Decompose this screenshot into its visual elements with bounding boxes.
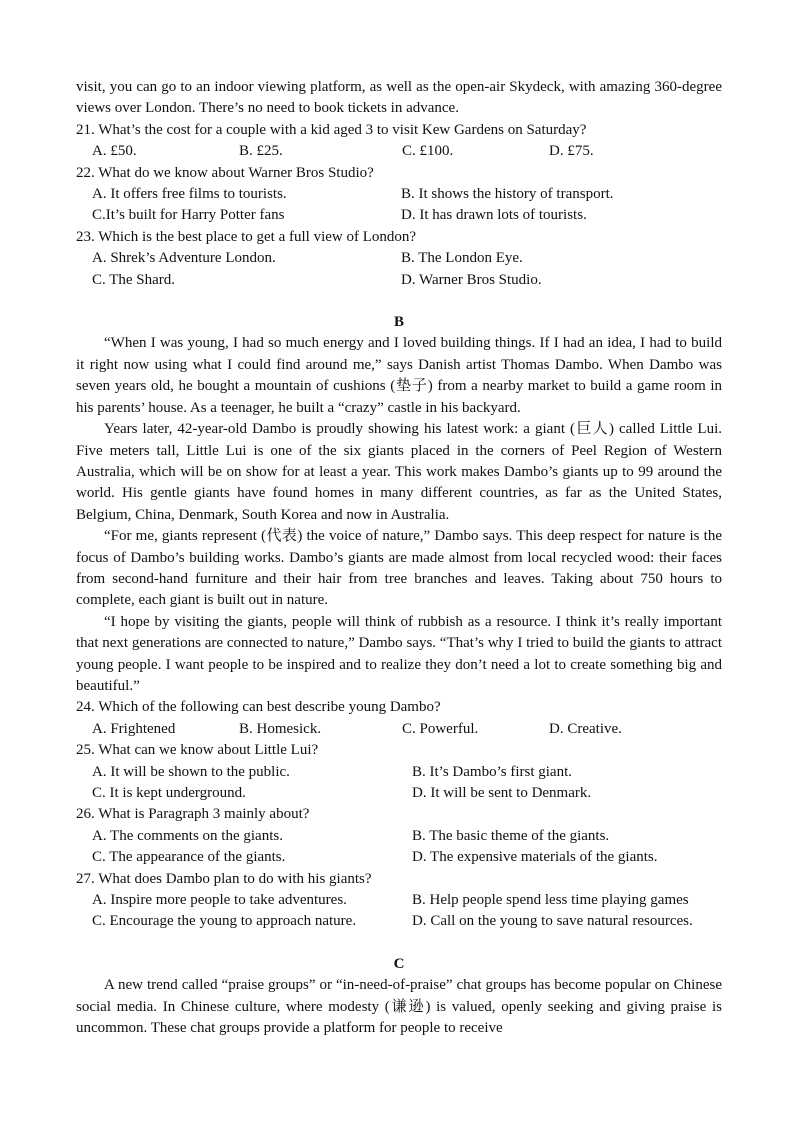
option-21-c: C. £100.	[402, 143, 454, 160]
section-c-title: C	[393, 955, 405, 972]
section-b-paragraph-2: Years later, 42-year-old Dambo is proudly showing his latest work: a giant (巨人) called Little Lui. Five meters tall, Little Lui is one of the six giants placed in the corners of Peel Region of Western Australia, which will be on show for at least a year. This work makes Dambo’s giants up to 99 around the world. His gentle giants have found homes in many different countries, as far as the United States, Belgium, China, Denmark, South Korea and now in Australia.	[76, 421, 722, 523]
option-23-c: C. The Shard.	[92, 271, 176, 288]
option-24-d: D. Creative.	[549, 720, 622, 737]
question-26-options	[76, 826, 722, 869]
question-24-options	[76, 719, 722, 740]
question-23-stem: 23. Which is the best place to get a full view of London?	[76, 228, 417, 245]
option-25-b: B. It’s Dambo’s first giant.	[412, 763, 572, 780]
exam-page	[76, 77, 722, 1039]
question-22-stem: 22. What do we know about Warner Bros Studio?	[76, 164, 374, 181]
question-27-options	[76, 890, 722, 933]
option-21-b: B. £25.	[239, 143, 283, 160]
option-25-d: D. It will be sent to Denmark.	[412, 785, 592, 801]
option-26-a: A. The comments on the giants.	[92, 827, 283, 844]
question-26-stem: 26. What is Paragraph 3 mainly about?	[76, 806, 310, 823]
option-23-d: D. Warner Bros Studio.	[401, 271, 542, 288]
option-21-d: D. £75.	[549, 143, 594, 160]
option-27-b: B. Help people spend less time playing games	[412, 892, 689, 909]
question-21-options	[76, 141, 722, 162]
section-b-title: B	[393, 314, 404, 331]
question-21-stem: 21. What’s the cost for a couple with a kid aged 3 to visit Kew Gardens on Saturday?	[76, 121, 587, 138]
option-26-b: B. The basic theme of the giants.	[412, 827, 610, 844]
intro-tail-paragraph: visit, you can go to an indoor viewing platform, as well as the open-air Skydeck, with amazing 360-degree views over London. There’s no need to book tickets in advance.	[76, 79, 722, 117]
question-25-options	[76, 762, 722, 805]
option-22-d: D. It has drawn lots of tourists.	[401, 207, 587, 224]
section-c-paragraph-1: A new trend called “praise groups” or “in-need-of-praise” chat groups has become popular on Chinese social media. In Chinese culture, where modesty (谦逊) is valued, openly seeking and giving praise is uncommon. These chat groups provide a platform for people to receive	[76, 977, 722, 1037]
option-24-b: B. Homesick.	[239, 720, 322, 737]
option-24-c: C. Powerful.	[402, 720, 479, 737]
option-22-a: A. It offers free films to tourists.	[92, 186, 287, 203]
question-27-stem: 27. What does Dambo plan to do with his giants?	[76, 870, 372, 887]
option-25-a: A. It will be shown to the public.	[92, 763, 290, 780]
option-23-a: A. Shrek’s Adventure London.	[92, 250, 276, 267]
question-24-stem: 24. Which of the following can best describe young Dambo?	[76, 699, 441, 716]
section-b-paragraph-3: “For me, giants represent (代表) the voice of nature,” Dambo says. This deep respect for nature is the focus of Dambo’s building works. Dambo’s giants are made almost from local recycled wood: their faces from second-hand furniture and their hair from tree branches and leaves. Taking about 750 hours to complete, each giant is built out in nature.	[76, 528, 722, 609]
option-27-c: C. Encourage the young to approach nature.	[92, 913, 357, 930]
option-24-a: A. Frightened	[92, 720, 176, 737]
question-25-stem: 25. What can we know about Little Lui?	[76, 742, 319, 759]
option-27-d: D. Call on the young to save natural resources.	[412, 913, 693, 930]
option-23-b: B. The London Eye.	[401, 250, 523, 267]
option-26-c: C. The appearance of the giants.	[92, 849, 286, 866]
option-25-c: C. It is kept underground.	[92, 785, 246, 801]
section-b-paragraph-1: “When I was young, I had so much energy and I loved building things. If I had an idea, I had to build it right now using what I could find around me,” says Danish artist Thomas Dambo. When Dambo was seven years old, he bought a mountain of cushions (垫子) from a nearby market to build a game room in his parents’ house. As a teenager, he built a “crazy” castle in his backyard.	[76, 335, 722, 416]
section-b-paragraph-4: “I hope by visiting the giants, people will think of rubbish as a resource. I think it’s really important that next generations are connected to nature,” Dambo says. “That’s why I tried to build the giants to attract young people. I want people to be inspired and to realize they don’t need a lot to create something big and beautiful.”	[76, 613, 722, 694]
option-26-d: D. The expensive materials of the giants.	[412, 849, 658, 866]
question-22-options	[76, 184, 722, 227]
option-22-c: C.It’s built for Harry Potter fans	[92, 207, 285, 224]
option-21-a: A. £50.	[92, 143, 137, 160]
option-22-b: B. It shows the history of transport.	[401, 186, 614, 203]
question-23-options	[76, 248, 722, 291]
option-27-a: A. Inspire more people to take adventures.	[92, 892, 347, 909]
